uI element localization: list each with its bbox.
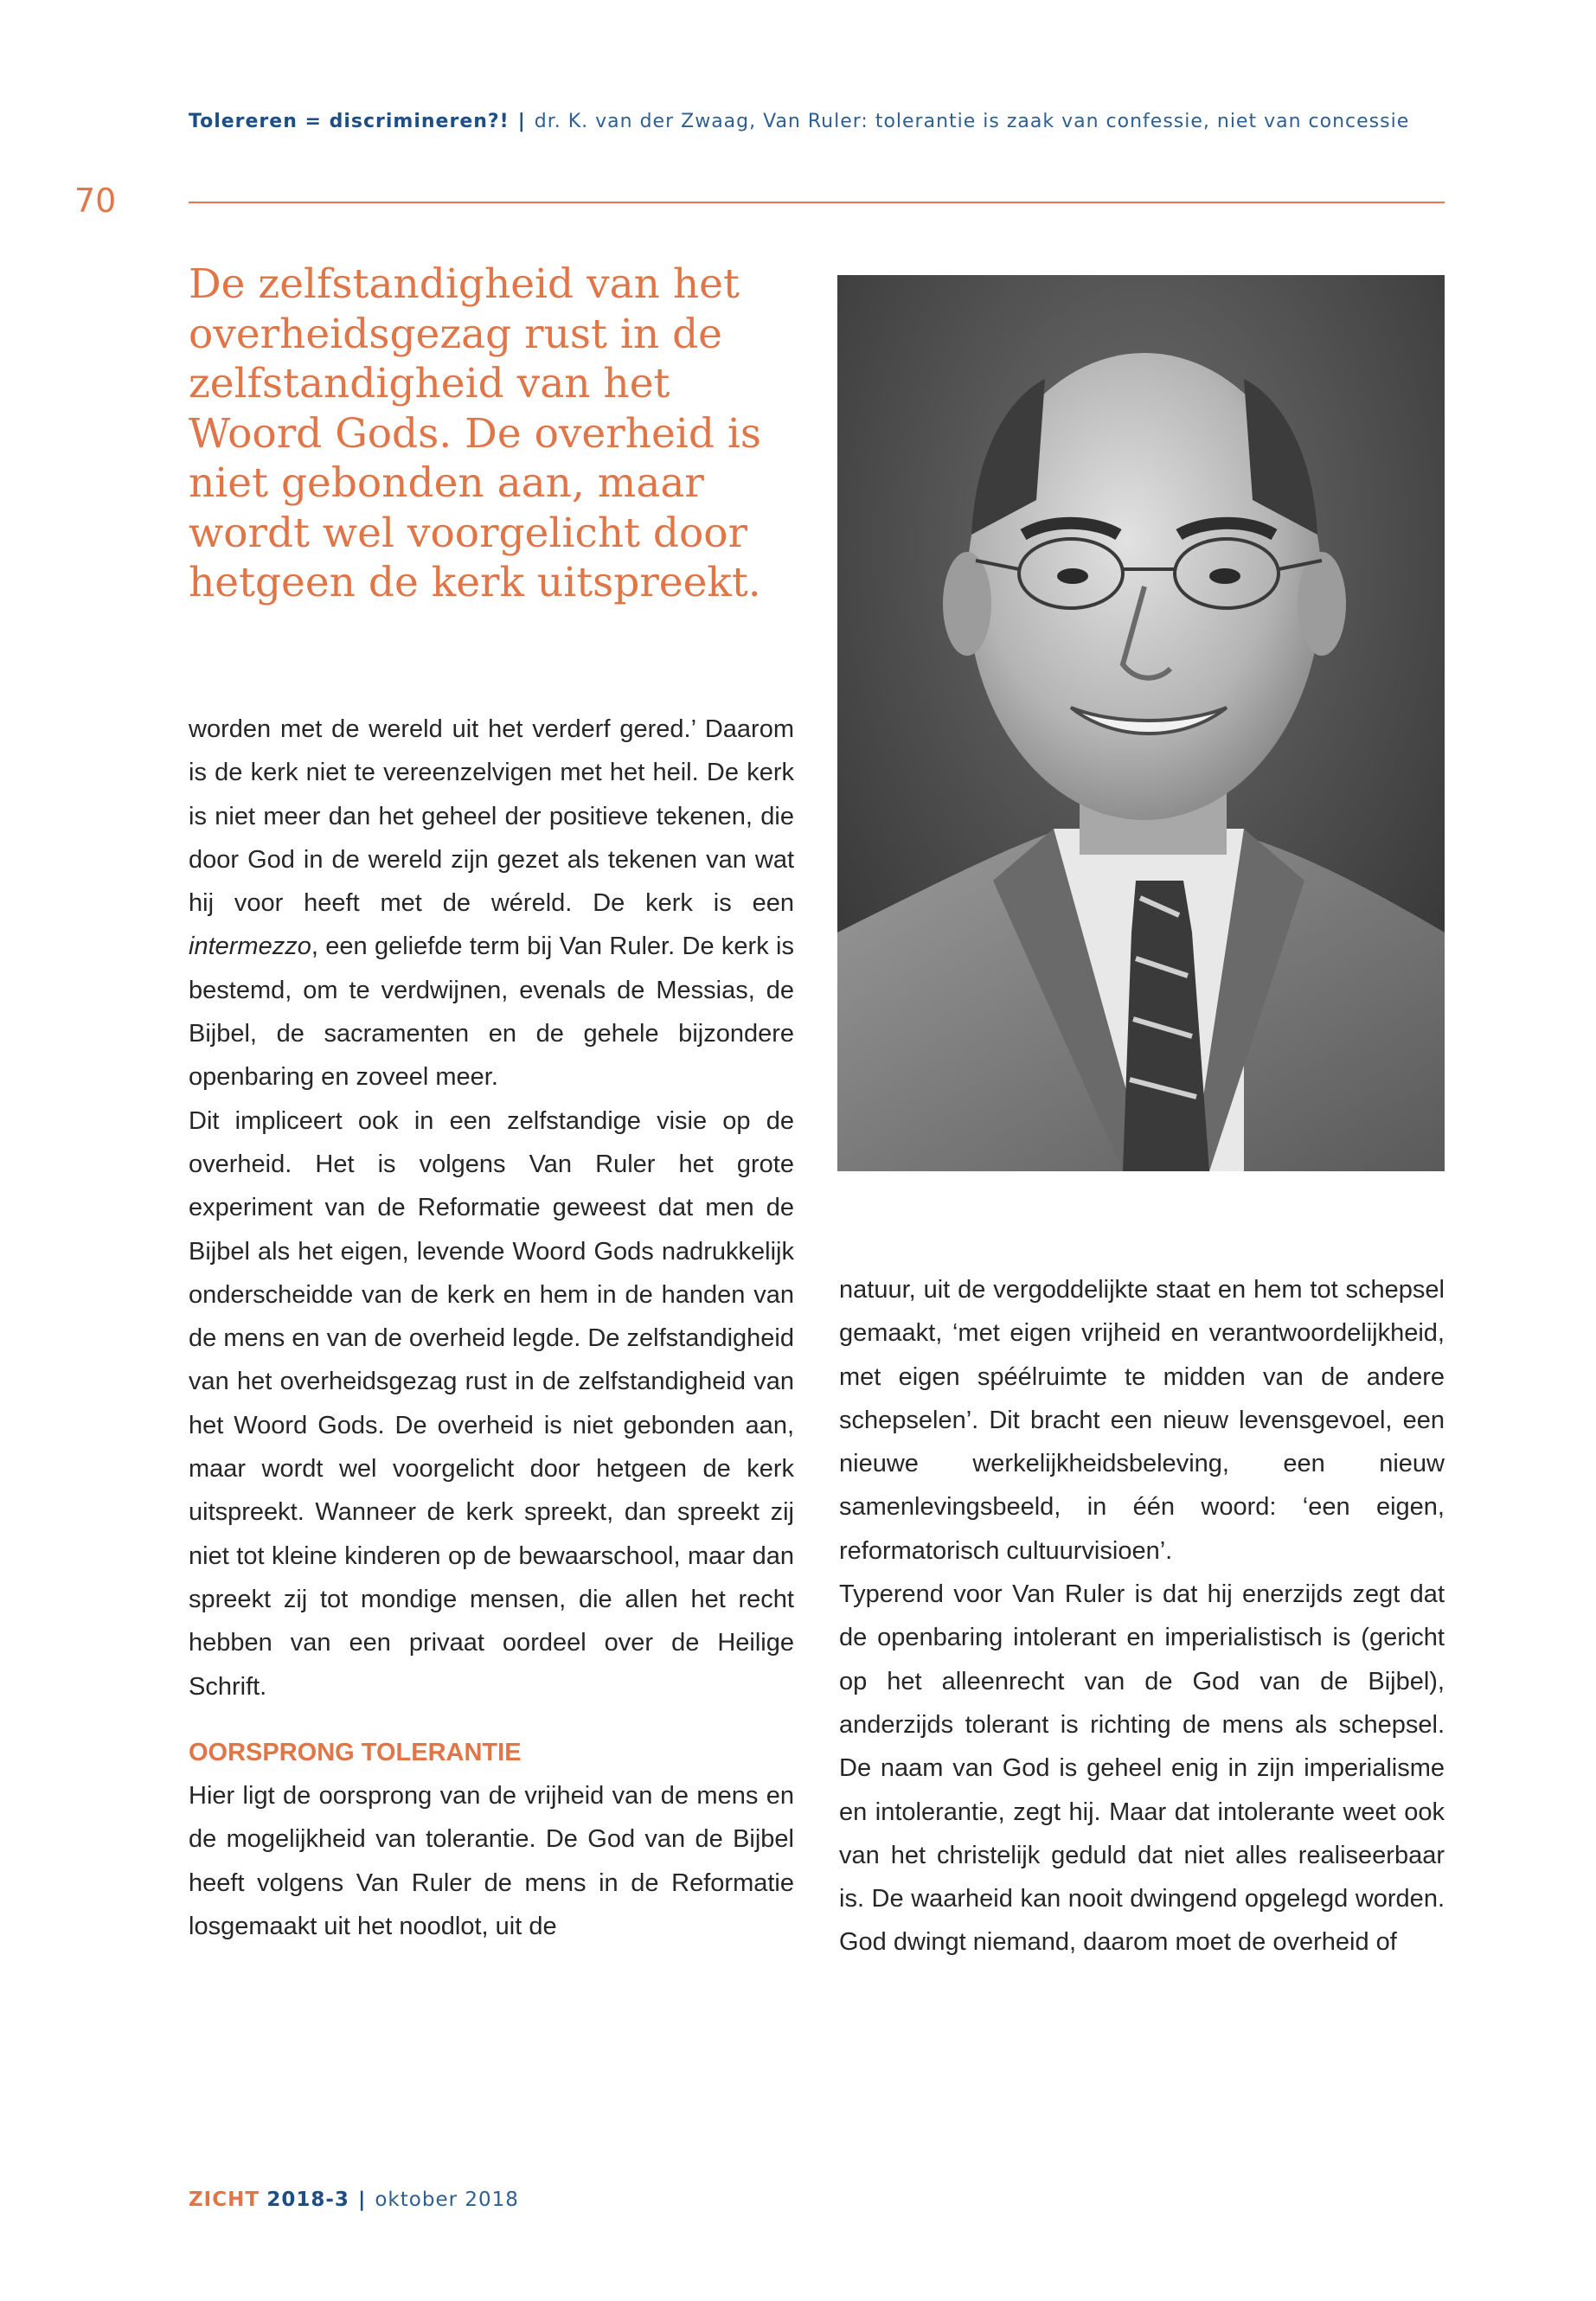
page-number: 70: [74, 182, 117, 220]
body-paragraph: [189, 708, 794, 1099]
body-paragraph: Dit impliceert ook in een zelfstandige visie op de overheid. Het is volgens Van Ruler het grote experiment van de Reformatie geweest dat men de Bijbel als het eigen, levende Woord Gods nadrukkelijk onderscheidde van de kerk en hem in de handen van de mens en van de overheid legde. De zelfstandigheid van het overheidsgezag rust in de zelfstandigheid van het Woord Gods. De overheid is niet gebonden aan, maar wordt wel voorgelicht door hetgeen de kerk uitspreekt. Wanneer de kerk spreekt, dan spreekt zij niet tot kleine kinderen op de bewaarschool, maar dan spreekt zij tot mondige mensen, die allen het recht hebben van een privaat oordeel over de Heilige Schrift.: [189, 1106, 794, 1701]
magazine-name: ZICHT: [189, 2189, 260, 2211]
body-paragraph: Typerend voor Van Ruler is dat hij enerzijds zegt dat de openbaring intolerant en imperialistisch is (gericht op het alleenrecht van de God van de Bijbel), anderzijds tolerant is richting de mens als schepsel. De naam van God is geheel enig in zijn imperialisme en intolerantie, zegt hij. Maar dat intolerante weet ook van het christelijk geduld dat niet alles realiseerbaar is. De waarheid kan nooit dwingend opgelegd worden. God dwingt niemand, daarom moet de overheid of: [839, 1580, 1445, 1957]
portrait-photo-icon: [837, 275, 1445, 1171]
header-rule: [189, 202, 1445, 203]
body-text: , een geliefde term bij Van Ruler. De kerk is bestemd, om te verdwijnen, evenals de Messias, de Bijbel, de sacramenten en de gehele bijzondere openbaring en zoveel meer.: [189, 933, 794, 1092]
emphasis-term: intermezzo: [189, 933, 311, 961]
pull-quote: De zelfstandigheid van het overheidsgezag rust in de zelfstandigheid van het Woord Gods. De overheid is niet gebonden aan, maar wordt wel voorgelicht door hetgeen de kerk uitspreekt.: [189, 260, 761, 606]
footer-separator: |: [357, 2189, 367, 2211]
body-column-right: [839, 1268, 1445, 1965]
section-subheading: OORSPRONG TOLERANTIE: [189, 1738, 522, 1766]
issue-date: oktober 2018: [375, 2189, 519, 2211]
page-footer: [189, 2189, 519, 2211]
body-paragraph: natuur, uit de vergoddelijkte staat en hem tot schepsel gemaakt, ‘met eigen vrijheid en verantwoordelijkheid, met eigen spéélruimte te midden van de andere schepselen’. Dit bracht een nieuw levensgevoel, een nieuwe werkelijkheidsbeleving, een nieuw samenlevingsbeeld, in één woord: ‘een eigen, reformatorisch cultuurvisioen’.: [839, 1276, 1445, 1565]
running-header: [189, 111, 1452, 132]
header-separator: |: [517, 111, 526, 132]
body-paragraph: Hier ligt de oorsprong van de vrijheid van de mens en de mogelijkheid van tolerantie. De God van de Bijbel heeft volgens Van Ruler de mens in de Reformatie losgemaakt uit het noodlot, uit de: [189, 1782, 794, 1941]
article-title: dr. K. van der Zwaag, Van Ruler: tolerantie is zaak van confessie, niet van concessie: [534, 111, 1410, 132]
body-text: worden met de wereld uit het verderf gered.’ Daarom is de kerk niet te vereenzelvigen met het heil. De kerk is niet meer dan het geheel der positieve tekenen, die door God in de wereld zijn gezet als tekenen van wat hij voor heeft met de wéreld. De kerk is een: [189, 715, 794, 918]
body-column-left: [189, 708, 794, 1948]
issue-number: 2018-3: [266, 2189, 349, 2211]
portrait-photo: [837, 275, 1445, 1171]
series-title: Tolereren = discrimineren?!: [189, 111, 510, 132]
